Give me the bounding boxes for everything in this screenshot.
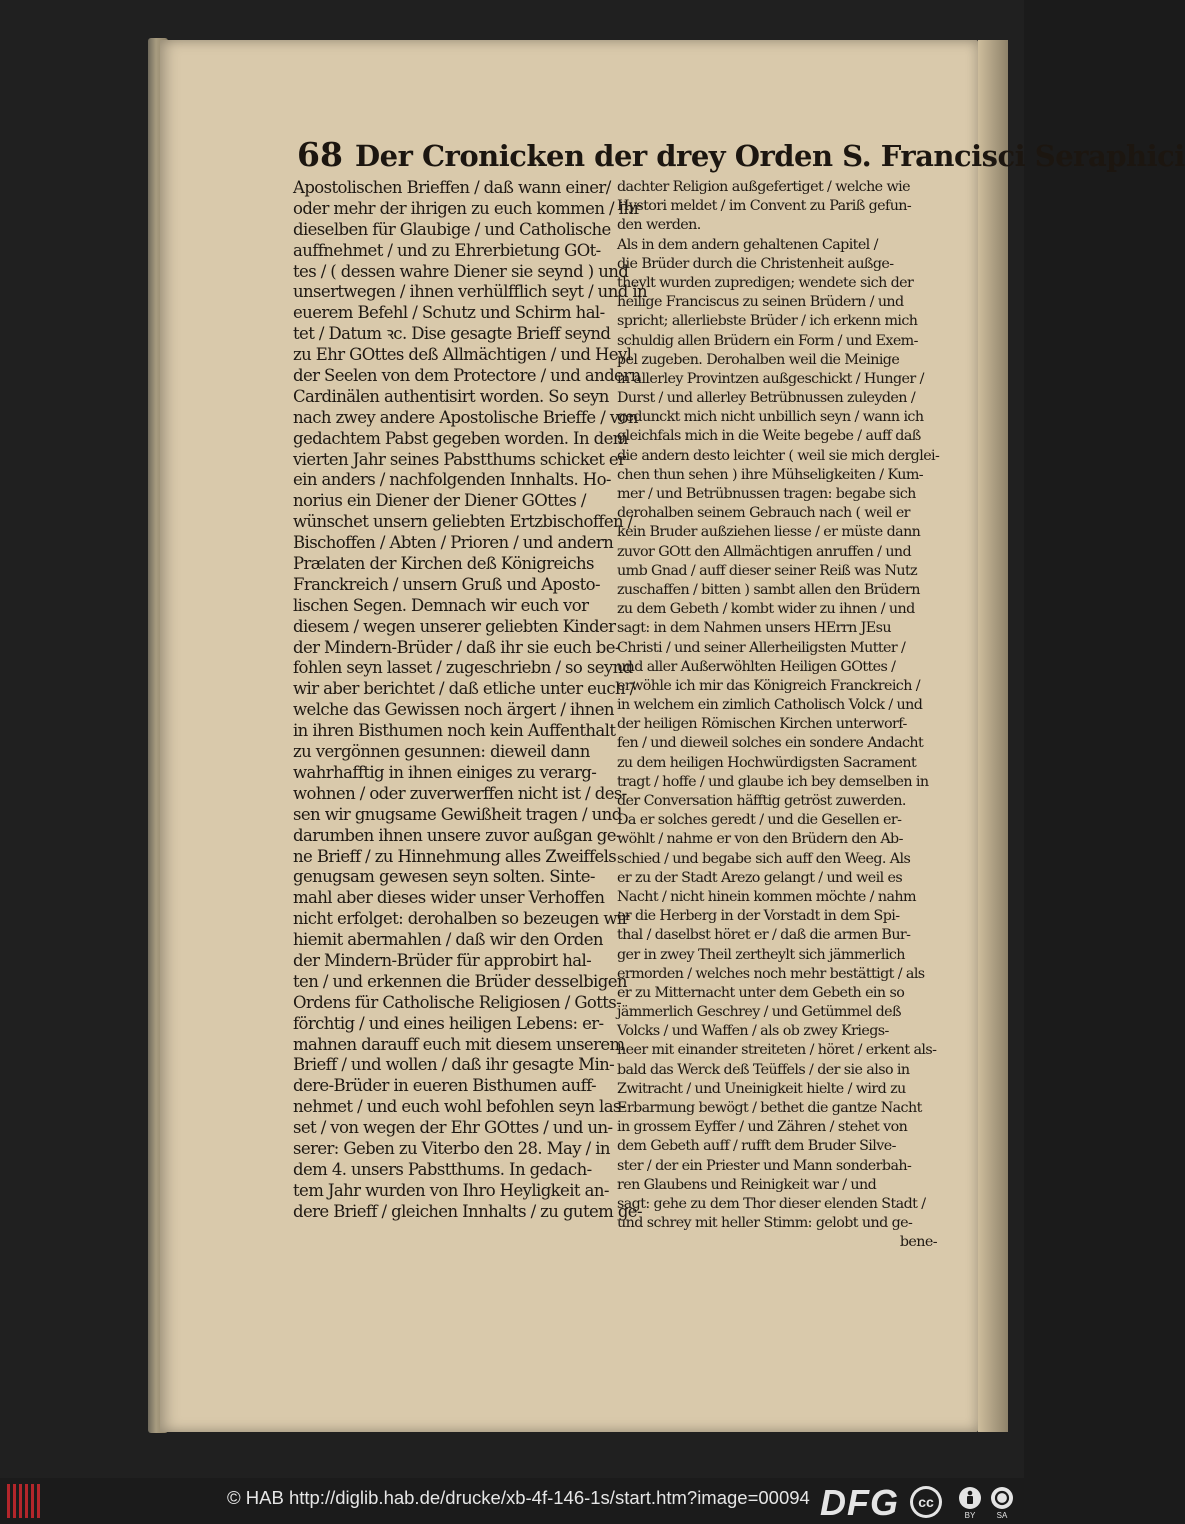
text-line: darumben ihnen unsere zuvor außgan ge-: [293, 825, 621, 845]
text-line: Apostolischen Brieffen / daß wann einer/: [293, 178, 611, 197]
text-line: dachter Religion außgefertiget / welche wie: [617, 179, 910, 195]
text-line: wir aber berichtet / daß etliche unter euch /: [293, 679, 635, 699]
text-line: dere-Brüder in eueren Bisthumen auff-: [293, 1076, 596, 1096]
text-line: set / von wegen der Ehr GOttes / und un-: [293, 1118, 613, 1138]
text-line: norius ein Diener der Diener GOttes /: [293, 491, 586, 511]
by-icon: [959, 1487, 981, 1520]
text-line: Erbarmung bewögt / bethet die gantze Nacht: [617, 1100, 922, 1116]
text-line: sagt: gehe zu dem Thor dieser elenden Stadt /: [617, 1195, 926, 1212]
text-line: ster / der ein Priester und Mann sonderbah-: [617, 1157, 912, 1174]
text-line: ein anders / nachfolgenden Innhalts. Ho-: [293, 470, 611, 490]
text-line: unsertwegen / ihnen verhülfflich seyt / und in: [293, 282, 648, 302]
logo-bar: [37, 1484, 40, 1518]
text-line: Hystori meldet / im Convent zu Pariß gefun-: [617, 198, 912, 215]
library-logo-icon: [7, 1484, 41, 1518]
text-line: ne Brieff / zu Hinnehmung alles Zweiffels: [293, 846, 617, 866]
page-number: 68: [297, 135, 343, 174]
license-badge: [908, 1484, 1020, 1520]
text-line: wünschet unsern geliebten Ertzbischoffen /: [293, 512, 633, 532]
text-line: vierten Jahr seines Pabstthums schicket er: [293, 449, 626, 469]
text-line: die andern desto leichter ( weil sie mich derglei-: [617, 447, 940, 464]
logo-bar: [19, 1484, 22, 1518]
text-line: thal / daselbst höret er / daß die armen Bur-: [617, 927, 911, 944]
text-line: in welchem ein zimlich Catholisch Volck / und: [617, 697, 923, 714]
text-line: gedachtem Pabst gegeben worden. In dem: [293, 428, 628, 448]
text-line: dem Gebeth auff / rufft dem Bruder Silve-: [617, 1138, 896, 1155]
text-line: zu Ehr GOttes deß Allmächtigen / und Heyl: [293, 345, 632, 365]
text-line: erwöhle ich mir das Königreich Franckreich /: [617, 677, 920, 694]
text-line: Bischoffen / Abten / Prioren / und andern: [293, 533, 614, 553]
text-line: und aller Außerwöhlten Heiligen GOttes /: [617, 658, 896, 675]
text-line: fen / und dieweil solches ein sondere Andacht: [617, 735, 924, 752]
text-line: sagt: in dem Nahmen unsers HErrn JEsu: [617, 620, 891, 637]
text-line: wahrhafftig in ihnen einiges zu verarg-: [293, 762, 597, 782]
text-line: bene-: [899, 1234, 937, 1251]
text-line: diesem / wegen unserer geliebten Kinder: [293, 616, 616, 636]
text-line: zu dem heiligen Hochwürdigsten Sacrament: [617, 754, 917, 771]
text-line: in allerley Provintzen außgeschickt / Hunger /: [617, 370, 924, 387]
text-line: Cardinälen authentisirt worden. So seyn: [293, 386, 609, 406]
sa-label: SA: [996, 1511, 1008, 1520]
logo-bar: [7, 1484, 10, 1518]
text-line: welche das Gewissen noch ärgert / ihnen: [293, 700, 614, 720]
text-line: tet / Datum ꝛc. Dise gesagte Brieff seynd: [293, 324, 611, 344]
text-line: in ihren Bisthumen noch kein Auffenthalt: [293, 721, 616, 741]
text-line: der Mindern-Brüder / daß ihr sie euch be-: [293, 637, 620, 657]
text-line: Da er solches geredt / und die Gesellen er-: [617, 812, 902, 829]
text-line: Prælaten der Kirchen deß Königreichs: [293, 554, 594, 574]
text-line: in grossem Eyffer / und Zähren / stehet von: [617, 1119, 908, 1136]
text-line: Volcks / und Waffen / als ob zwey Kriegs-: [617, 1023, 889, 1040]
text-line: Franckreich / unsern Gruß und Aposto-: [293, 574, 600, 594]
by-label: BY: [964, 1511, 976, 1520]
text-line: jämmerlich Geschrey / und Getümmel deß: [617, 1004, 901, 1021]
running-head: [297, 131, 1185, 175]
text-line: derohalben seinem Gebrauch nach ( weil er: [617, 505, 910, 522]
text-line: heer mit einander streiteten / höret / erkent als-: [617, 1042, 937, 1059]
book-spine: [978, 40, 1008, 1432]
text-line: theylt wurden zupredigen; wendete sich der: [617, 274, 914, 291]
text-line: zu dem Gebeth / kombt wider zu ihnen / und: [617, 601, 915, 618]
text-line: ermorden / welches noch mehr bestättigt / als: [617, 965, 925, 982]
text-line: zu vergönnen gesunnen: dieweil dann: [293, 742, 590, 762]
text-line: der Conversation häfftig getröst zuwerden.: [617, 793, 906, 809]
text-line: gleichfals mich in die Weite begebe / auff daß: [617, 428, 921, 445]
text-line: spricht; allerliebste Brüder / ich erkenn mich: [617, 313, 918, 330]
text-line: förchtig / und eines heiligen Lebens: er-: [293, 1013, 604, 1033]
text-line: er zu Mitternacht unter dem Gebeth ein so: [617, 984, 905, 1001]
logo-bar: [13, 1484, 16, 1518]
text-line: tem Jahr wurden von Ihro Heyligkeit an-: [293, 1180, 609, 1200]
text-line: den werden.: [617, 217, 701, 234]
copyright-credit[interactable]: © HAB http://diglib.hab.de/drucke/xb-4f-146-1s/start.htm?image=00094: [227, 1487, 810, 1508]
text-line: gedunckt mich nicht unbillich seyn / wann ich: [617, 409, 924, 426]
text-line: tes / ( dessen wahre Diener sie seynd ) und: [293, 261, 629, 281]
logo-bar: [31, 1484, 34, 1518]
text-line: Als in dem andern gehaltenen Capitel /: [617, 236, 878, 253]
text-line: Zwitracht / und Uneinigkeit hielte / wird zu: [617, 1080, 906, 1097]
text-line: sen wir gnugsame Gewißheit tragen / und: [293, 804, 622, 824]
text-line: mer / und Betrübnussen tragen: begabe sich: [617, 486, 916, 502]
text-line: ren Glaubens und Reinigkeit war / und: [617, 1176, 877, 1193]
text-line: dieselben für Glaubige / und Catholische: [293, 219, 611, 239]
text-line: lischen Segen. Demnach wir euch vor: [293, 595, 589, 615]
right-text-column: [617, 178, 940, 1253]
text-line: tragt / hoffe / und glaube ich bey demselben in: [617, 773, 929, 790]
text-line: auffnehmet / und zu Ehrerbietung GOt-: [293, 240, 601, 260]
text-line: Durst / und allerley Betrübnussen zuleyden /: [617, 390, 916, 407]
text-line: wöhlt / nahme er von den Brüdern den Ab-: [617, 831, 903, 848]
text-line: euerem Befehl / Schutz und Schirm hal-: [293, 303, 605, 323]
text-line: chen thun sehen ) ihre Mühseligkeiten / Kum-: [617, 466, 924, 483]
text-line: und schrey mit heller Stimm: gelobt und ge-: [617, 1215, 913, 1232]
text-line: schuldig allen Brüdern ein Form / und Exem-: [617, 332, 918, 349]
text-line: bald das Werck deß Teüffels / der sie also in: [617, 1061, 910, 1078]
text-line: pel zugeben. Derohalben weil die Meinige: [617, 351, 900, 368]
text-line: umb Gnad / auff dieser seiner Reiß was Nutz: [617, 562, 918, 579]
text-line: nehmet / und euch wohl befohlen seyn las-: [293, 1097, 626, 1117]
dfg-logo: DFG: [820, 1482, 899, 1523]
svg-text:cc: cc: [918, 1494, 934, 1510]
text-line: mahnen darauff euch mit diesem unserem: [293, 1034, 625, 1054]
logo-bar: [25, 1484, 28, 1518]
text-line: kein Bruder außziehen liesse / er müste dann: [617, 524, 921, 541]
cc-icon: [910, 1486, 942, 1518]
text-line: schied / und begabe sich auff den Weeg. Als: [617, 850, 911, 867]
text-line: serer: Geben zu Viterbo den 28. May / in: [293, 1138, 610, 1158]
text-line: er zu der Stadt Arezo gelangt / und weil es: [617, 869, 903, 886]
text-line: Brieff / und wollen / daß ihr gesagte Min-: [293, 1055, 615, 1075]
text-line: zuvor GOtt den Allmächtigen anruffen / und: [617, 543, 912, 560]
text-line: er die Herberg in der Vorstadt in dem Spi-: [617, 908, 900, 925]
text-line: dem 4. unsers Pabstthums. In gedach-: [293, 1159, 592, 1179]
text-line: Ordens für Catholische Religiosen / Gotts-: [293, 992, 622, 1012]
text-line: die Brüder durch die Christenheit außge-: [617, 255, 894, 272]
text-line: hiemit abermahlen / daß wir den Orden: [293, 930, 603, 950]
text-line: zuschaffen / bitten ) sambt allen den Brüdern: [617, 581, 920, 598]
text-line: mahl aber dieses wider unser Verhoffen: [293, 888, 605, 908]
text-line: oder mehr der ihrigen zu euch kommen / ihr: [293, 198, 641, 218]
text-line: dere Brieff / gleichen Innhalts / zu gutem ge-: [293, 1201, 642, 1221]
text-line: Christi / und seiner Allerheiligsten Mutter /: [617, 639, 906, 656]
left-text-column: [293, 178, 648, 1223]
text-line: ger in zwey Theil zertheylt sich jämmerlich: [617, 946, 905, 963]
text-line: ten / und erkennen die Brüder desselbigen: [293, 971, 627, 991]
text-line: der Seelen von dem Protectore / und andern: [293, 366, 641, 386]
text-line: wohnen / oder zuverwerffen nicht ist / des-: [293, 783, 627, 803]
text-line: der Mindern-Brüder für approbirt hal-: [293, 950, 592, 970]
text-line: genugsam gewesen seyn solten. Sinte-: [293, 867, 595, 887]
text-line: heilige Franciscus zu seinen Brüdern / und: [617, 294, 904, 311]
text-line: fohlen seyn lasset / zugeschriebn / so seynd: [293, 658, 633, 678]
running-title: Der Cronicken der drey Orden S. Francisci Seraphici: [355, 139, 1185, 173]
text-line: nach zwey andere Apostolische Brieffe / von: [293, 407, 638, 427]
text-line: nicht erfolget: derohalben so bezeugen wir: [293, 909, 629, 929]
sa-icon: [991, 1487, 1013, 1520]
text-line: Nacht / nicht hinein kommen möchte / nahm: [617, 888, 916, 905]
text-line: der heiligen Römischen Kirchen unterworf-: [617, 716, 907, 733]
